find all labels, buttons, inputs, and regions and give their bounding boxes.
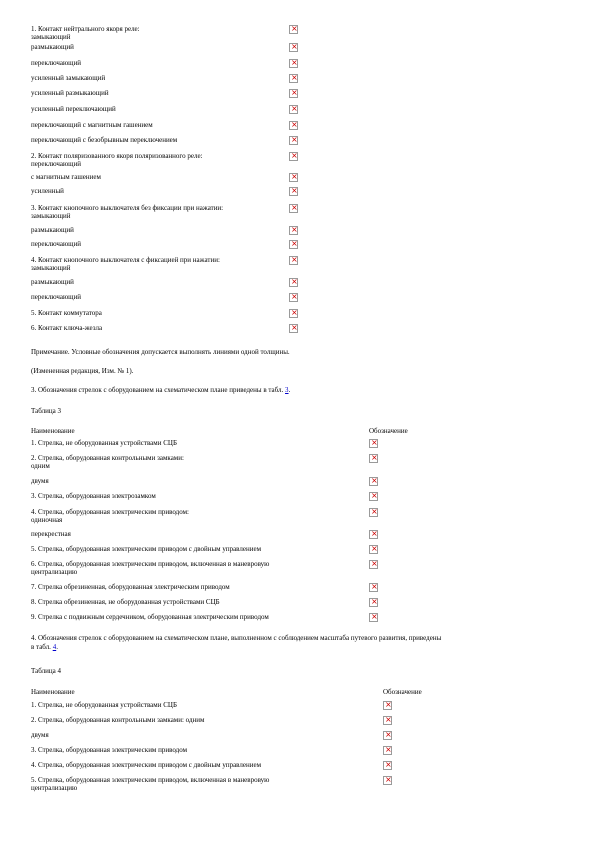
contact-row-label: размыкающий <box>31 226 74 234</box>
note-paragraph: Примечание. Условные обозначения допускается выполнять линиями одной толщины. <box>31 348 290 356</box>
broken-image-icon <box>289 105 298 114</box>
broken-image-icon <box>289 187 298 196</box>
broken-image-icon <box>369 477 378 486</box>
table4-row-label: 3. Стрелка, оборудованная электрическим приводом <box>31 746 188 754</box>
broken-image-icon <box>369 439 378 448</box>
broken-image-icon <box>289 152 298 161</box>
contact-row-label: переключающий <box>31 59 82 67</box>
contact-row-label: переключающий <box>31 293 82 301</box>
table3-row-label: 4. Стрелка, оборудованная электрическим приводом: одиночная <box>31 508 189 524</box>
contact-row-label: 1. Контакт нейтрального якоря реле: замыкающий <box>31 25 140 41</box>
broken-image-icon <box>289 121 298 130</box>
broken-image-icon <box>369 598 378 607</box>
broken-image-icon <box>289 173 298 182</box>
contact-row-label: с магнитным гашением <box>31 173 101 181</box>
table4-row-label: 4. Стрелка, оборудованная электрическим приводом с двойным управлением <box>31 761 262 769</box>
contact-row-label: 6. Контакт ключа-жезла <box>31 324 103 332</box>
broken-image-icon <box>383 761 392 770</box>
contact-row-label: 5. Контакт коммутатора <box>31 309 102 317</box>
table-link[interactable]: 3 <box>285 386 289 394</box>
paragraph-4-text: 4. Обозначения стрелок с оборудованием на схематическом плане, выполненном с соблюдением масштаба путевого развития, приведены в табл. <box>31 634 442 651</box>
contact-row-label: усиленный размыкающий <box>31 89 109 97</box>
table3-row-label: перекрестная <box>31 530 71 538</box>
broken-image-icon <box>289 204 298 213</box>
broken-image-icon <box>289 59 298 68</box>
broken-image-icon <box>289 240 298 249</box>
contact-row-label: переключающий с безобрывным переключением <box>31 136 178 144</box>
table3-row-label: 9. Стрелка с подвижным сердечником, оборудованная электрическим приводом <box>31 613 269 621</box>
broken-image-icon <box>369 545 378 554</box>
broken-image-icon <box>289 278 298 287</box>
broken-image-icon <box>289 136 298 145</box>
amendment-paragraph: (Измененная редакция, Изм. № 1). <box>31 367 134 375</box>
paragraph-3-text: 3. Обозначения стрелок с оборудованием на схематическом плане приведены в табл. <box>31 386 286 394</box>
contact-row-label: переключающий <box>31 240 82 248</box>
contact-row-label: 2. Контакт поляризованного якоря поляризованного реле: переключающий <box>31 152 203 168</box>
table3-row-label: 5. Стрелка, оборудованная электрическим приводом с двойным управлением <box>31 545 262 553</box>
table-link[interactable]: 4 <box>52 643 57 651</box>
paragraph-4-tail: . <box>56 643 58 651</box>
table3-row-label: 7. Стрелка обрезиненная, оборудованная электрическим приводом <box>31 583 230 591</box>
broken-image-icon <box>289 25 298 34</box>
broken-image-icon <box>289 43 298 52</box>
broken-image-icon <box>289 74 298 83</box>
broken-image-icon <box>289 226 298 235</box>
paragraph-3-tail: . <box>288 386 291 394</box>
contact-row-label: размыкающий <box>31 278 74 286</box>
table4-row-label: 2. Стрелка, оборудованная контрольными замками: одним <box>31 716 205 724</box>
broken-image-icon <box>289 293 298 302</box>
table3-row-label: 1. Стрелка, не оборудованная устройствами СЦБ <box>31 439 177 447</box>
contact-row-label: 4. Контакт кнопочного выключателя с фиксацией при нажатии: замыкающий <box>31 256 220 272</box>
column-header-name: Наименование <box>31 427 75 435</box>
broken-image-icon <box>369 454 378 463</box>
contact-row-label: переключающий с магнитным гашением <box>31 121 153 129</box>
paragraph-3 <box>31 386 571 395</box>
broken-image-icon <box>369 492 378 501</box>
table3-row-label: 3. Стрелка, оборудованная электрозамком <box>31 492 156 500</box>
table3-row-label: 8. Стрелка обрезиненная, не оборудованная устройствами СЦБ <box>31 598 220 606</box>
column-header-symbol: Обозначение <box>383 688 422 696</box>
broken-image-icon <box>383 716 392 725</box>
contact-row-label: 3. Контакт кнопочного выключателя без фиксации при нажатии: замыкающий <box>31 204 224 220</box>
broken-image-icon <box>289 89 298 98</box>
broken-image-icon <box>289 256 298 265</box>
broken-image-icon <box>289 309 298 318</box>
column-header-name: Наименование <box>31 688 75 696</box>
broken-image-icon <box>369 530 378 539</box>
paragraph-4 <box>31 634 571 652</box>
table3-row-label: 2. Стрелка, оборудованная контрольными замками: одним <box>31 454 184 470</box>
broken-image-icon <box>383 731 392 740</box>
broken-image-icon <box>383 776 392 785</box>
broken-image-icon <box>369 613 378 622</box>
table4-row-label: 1. Стрелка, не оборудованная устройствами СЦБ <box>31 701 177 709</box>
table4-row-label: 5. Стрелка, оборудованная электрическим приводом, включенная в маневровую централизацию <box>31 776 270 792</box>
column-header-symbol: Обозначение <box>369 427 408 435</box>
broken-image-icon <box>383 701 392 710</box>
table-caption: Таблица 3 <box>31 407 61 415</box>
broken-image-icon <box>369 508 378 517</box>
broken-image-icon <box>369 560 378 569</box>
broken-image-icon <box>383 746 392 755</box>
contact-row-label: размыкающий <box>31 43 74 51</box>
contact-row-label: усиленный <box>31 187 64 195</box>
contact-row-label: усиленный переключающий <box>31 105 116 113</box>
table-caption: Таблица 4 <box>31 667 61 675</box>
table3-row-label: 6. Стрелка, оборудованная электрическим приводом, включенная в маневровую централизацию <box>31 560 270 576</box>
broken-image-icon <box>369 583 378 592</box>
table4-row-label: двумя <box>31 731 49 739</box>
table3-row-label: двумя <box>31 477 49 485</box>
contact-row-label: усиленный замыкающий <box>31 74 106 82</box>
broken-image-icon <box>289 324 298 333</box>
